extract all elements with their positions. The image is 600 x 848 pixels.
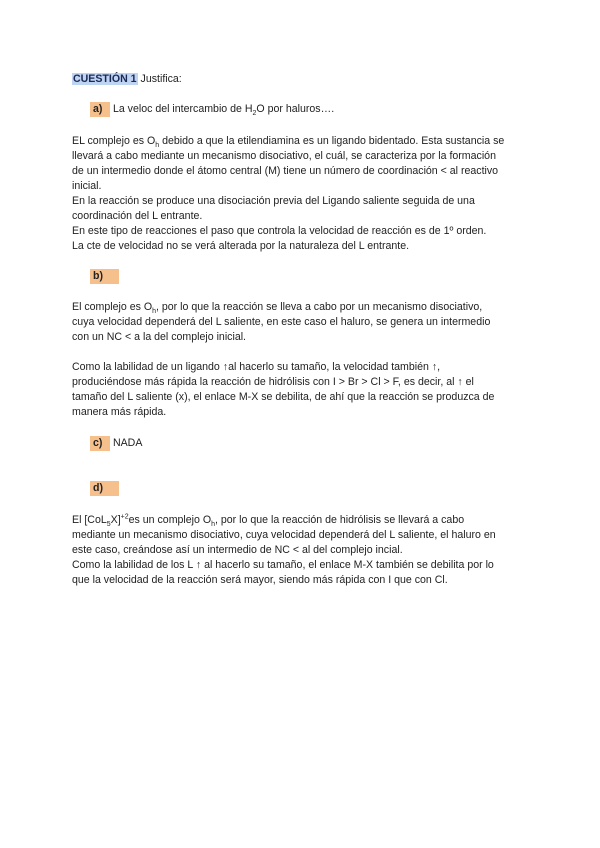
text-line: El complejo es $O_h$, por lo que la reacción se lleva a cabo por un mecanismo disociativo, [72,301,483,316]
section-d-letter: d) [90,481,119,496]
text-line: coordinación del L entrante. [72,210,203,222]
section-a-heading [90,102,334,117]
text-line: que la velocidad de la reacción será mayor, siendo más rápida con I que con Cl. [72,574,448,586]
question-label: CUESTIÓN 1 [73,73,137,85]
text-line: manera más rápida. [72,406,167,418]
text-line: En este tipo de reacciones el paso que controla la velocidad de reacción es de 1º orden. [72,225,487,237]
text-line: tamaño del L saliente (x), el enlace M-X se debilita, de ahí que la reacción se produzca de [72,391,495,403]
text-line: llevará a cabo mediante un mecanismo disociativo, el cuál, se caracteriza por la formación [72,150,496,162]
text-line: cuya velocidad dependerá del L saliente, en este caso el haluro, se genera un intermedio [72,316,491,328]
question-heading [72,72,182,87]
text-line: con un NC < a la del complejo inicial. [72,331,247,343]
text-line: Como la labilidad de los L ↑ al hacerlo su tamaño, el enlace M-X también se debilita por lo [72,559,494,571]
text-line: produciéndose más rápida la reacción de hidrólisis con I > Br > Cl > F, es decir, al ↑ el [72,376,474,388]
section-a-title: La veloc del intercambio de $H_2O$ por haluros…. [112,103,335,118]
text-line: El $[CoL_5X]^{+2}es$ un complejo $O_h$, por lo que la reacción de hidrólisis se llevará a cabo [72,513,465,529]
text-line: mediante un mecanismo disociativo, cuya velocidad dependerá del L saliente, el haluro en [72,529,496,541]
section-d-heading [90,481,119,496]
text-line: La cte de velocidad no se verá alterada por la naturaleza del L entrante. [72,240,410,252]
section-c-letter: c) [90,436,110,451]
section-c-heading [90,436,142,451]
text-line: este caso, creándose así un intermedio de NC < al del complejo incial. [72,544,403,556]
text-line: de un intermedio donde el átomo central (M) tiene un número de coordinación < al reactivo [72,165,499,177]
section-b-letter: b) [90,269,119,284]
section-c-text: NADA [112,437,143,449]
text-line: En la reacción se produce una disociación previa del Ligando saliente seguida de una [72,195,475,207]
text-line: Como la labilidad de un ligando ↑al hacerlo su tamaño, la velocidad también ↑, [72,361,441,373]
text-line: inicial. [72,180,102,192]
text-line: EL complejo es $O_h$ debido a que la etilendiamina es un ligando bidentado. Esta sustancia se [72,135,505,150]
section-b-heading [90,269,119,284]
section-a-letter: a) [90,102,110,117]
question-instruction: Justifica: [140,73,182,85]
